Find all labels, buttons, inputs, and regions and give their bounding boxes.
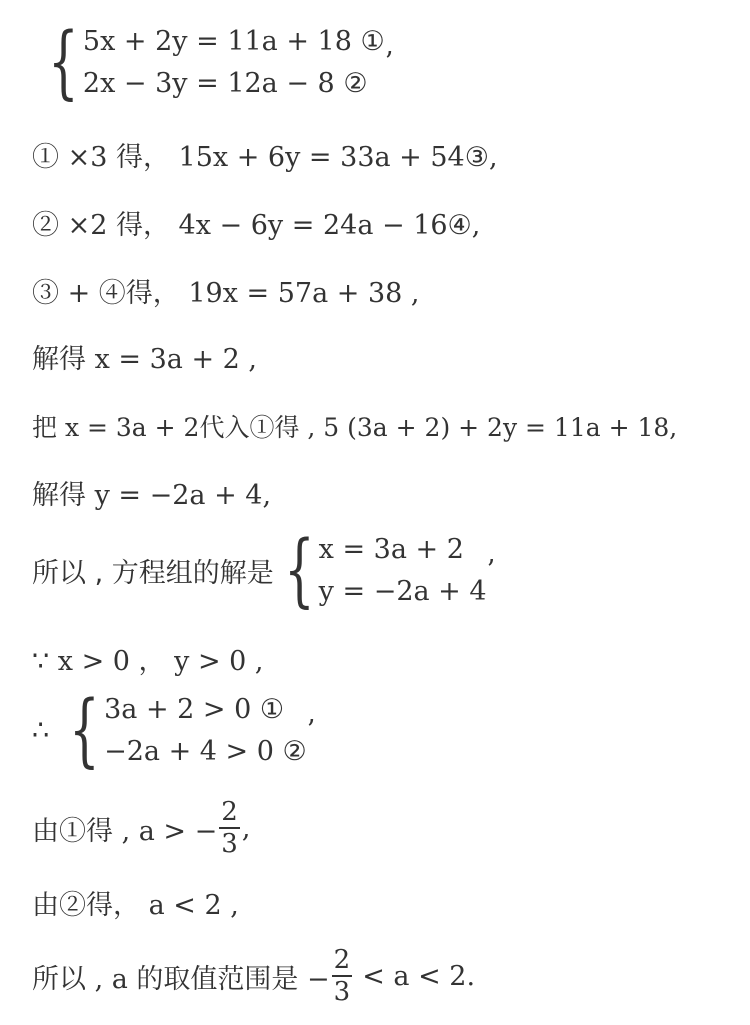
solution-suffix: ’ <box>486 554 496 586</box>
system2-row2: −2a + 4 > 0 ② <box>104 735 307 767</box>
left-brace: { <box>283 523 315 616</box>
solution-row2: y = −2a + 4 <box>318 575 487 607</box>
fraction <box>219 797 240 859</box>
step-2: ② ×2 得， 4x − 6y = 24a − 16④, <box>32 209 481 241</box>
step-6: 解得 y = −2a + 4, <box>32 479 272 511</box>
fraction-denominator: 3 <box>333 976 351 1007</box>
system1-row2: 2x − 3y = 12a − 8 ② <box>82 67 368 99</box>
because-line: ∵ x > 0 ， y > 0 , <box>32 645 264 677</box>
from1-suffix: , <box>241 812 251 844</box>
step-3: ③ + ④得， 19x = 57a + 38 , <box>32 277 420 309</box>
from2-line: 由②得， a < 2 , <box>32 889 239 921</box>
step-1: ① ×3 得， 15x + 6y = 33a + 54③, <box>32 141 498 173</box>
fraction-denominator: 3 <box>221 828 238 859</box>
system2-suffix: ’ <box>306 714 316 746</box>
fraction-numerator: 2 <box>333 945 351 976</box>
solution-system <box>32 523 496 616</box>
fraction <box>332 945 353 1007</box>
conclusion-prefix: 所以 , a 的取值范围是 − <box>32 963 330 995</box>
step-4: 解得 x = 3a + 2 , <box>32 343 258 375</box>
solution-prefix: 所以 , 方程组的解是 <box>32 557 274 589</box>
left-brace: { <box>69 683 100 776</box>
from1-prefix: 由①得 , a > − <box>32 815 218 847</box>
step-5: 把 x = 3a + 2代入①得 , 5 (3a + 2) + 2y = 11a + 18, <box>32 413 678 442</box>
system1-suffix: ’ <box>384 46 394 78</box>
fraction-numerator: 2 <box>221 797 238 828</box>
conclusion-line <box>32 944 475 1008</box>
inequality-system <box>32 683 316 776</box>
solution-row1: x = 3a + 2 <box>318 533 464 565</box>
system2-row1: 3a + 2 > 0 ① <box>104 693 285 725</box>
system1-row1: 5x + 2y = 11a + 18 ① <box>82 25 385 57</box>
conclusion-suffix: < a < 2. <box>362 960 476 992</box>
left-brace: { <box>48 15 79 108</box>
therefore-symbol: ∴ <box>32 714 50 746</box>
from1-line <box>32 796 250 860</box>
equation-system-1 <box>38 15 394 108</box>
